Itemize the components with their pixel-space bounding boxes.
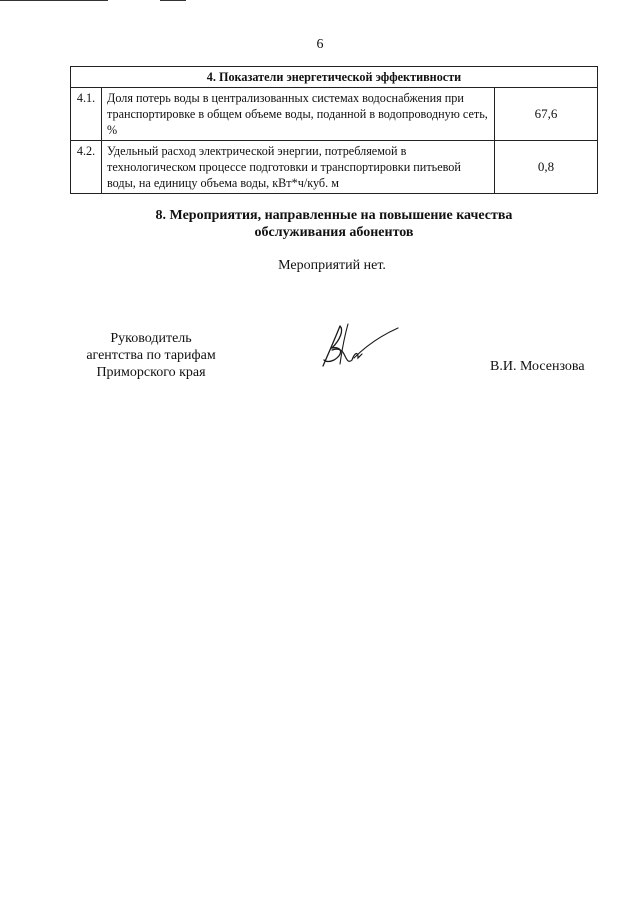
indicator-value: 0,8 <box>495 141 598 194</box>
section-title-line: 8. Мероприятия, направленные на повышение качества <box>155 208 513 223</box>
table-section-header: 4. Показатели энергетической эффективности <box>71 67 598 88</box>
scan-edge-line <box>0 0 108 1</box>
table-row <box>71 88 598 141</box>
handwritten-signature <box>318 320 400 372</box>
signer-position-line: Приморского края <box>96 365 206 380</box>
signer-position <box>66 330 236 381</box>
indicator-name: Удельный расход электрической энергии, потребляемой в технологическом процессе подготовки и транспортировки питьевой воды, на единицу объема воды, кВт*ч/куб. м <box>102 141 495 194</box>
row-number: 4.1. <box>71 88 102 141</box>
table-header-row <box>71 67 598 88</box>
scan-edge-line <box>160 0 186 1</box>
page-number: 6 <box>316 37 324 52</box>
table-row <box>71 141 598 194</box>
energy-efficiency-table <box>70 66 598 194</box>
section-title <box>0 207 640 241</box>
section-body-text: Мероприятий нет. <box>278 258 386 273</box>
row-number: 4.2. <box>71 141 102 194</box>
signer-name: В.И. Мосензова <box>490 359 585 374</box>
signer-position-line: агентства по тарифам <box>86 348 216 363</box>
section-title-line: обслуживания абонентов <box>254 225 414 240</box>
indicator-name: Доля потерь воды в централизованных системах водоснабжения при транспортировке в общем объеме воды, поданной в водопроводную сеть, % <box>102 88 495 141</box>
indicator-value: 67,6 <box>495 88 598 141</box>
signer-position-line: Руководитель <box>110 331 192 346</box>
